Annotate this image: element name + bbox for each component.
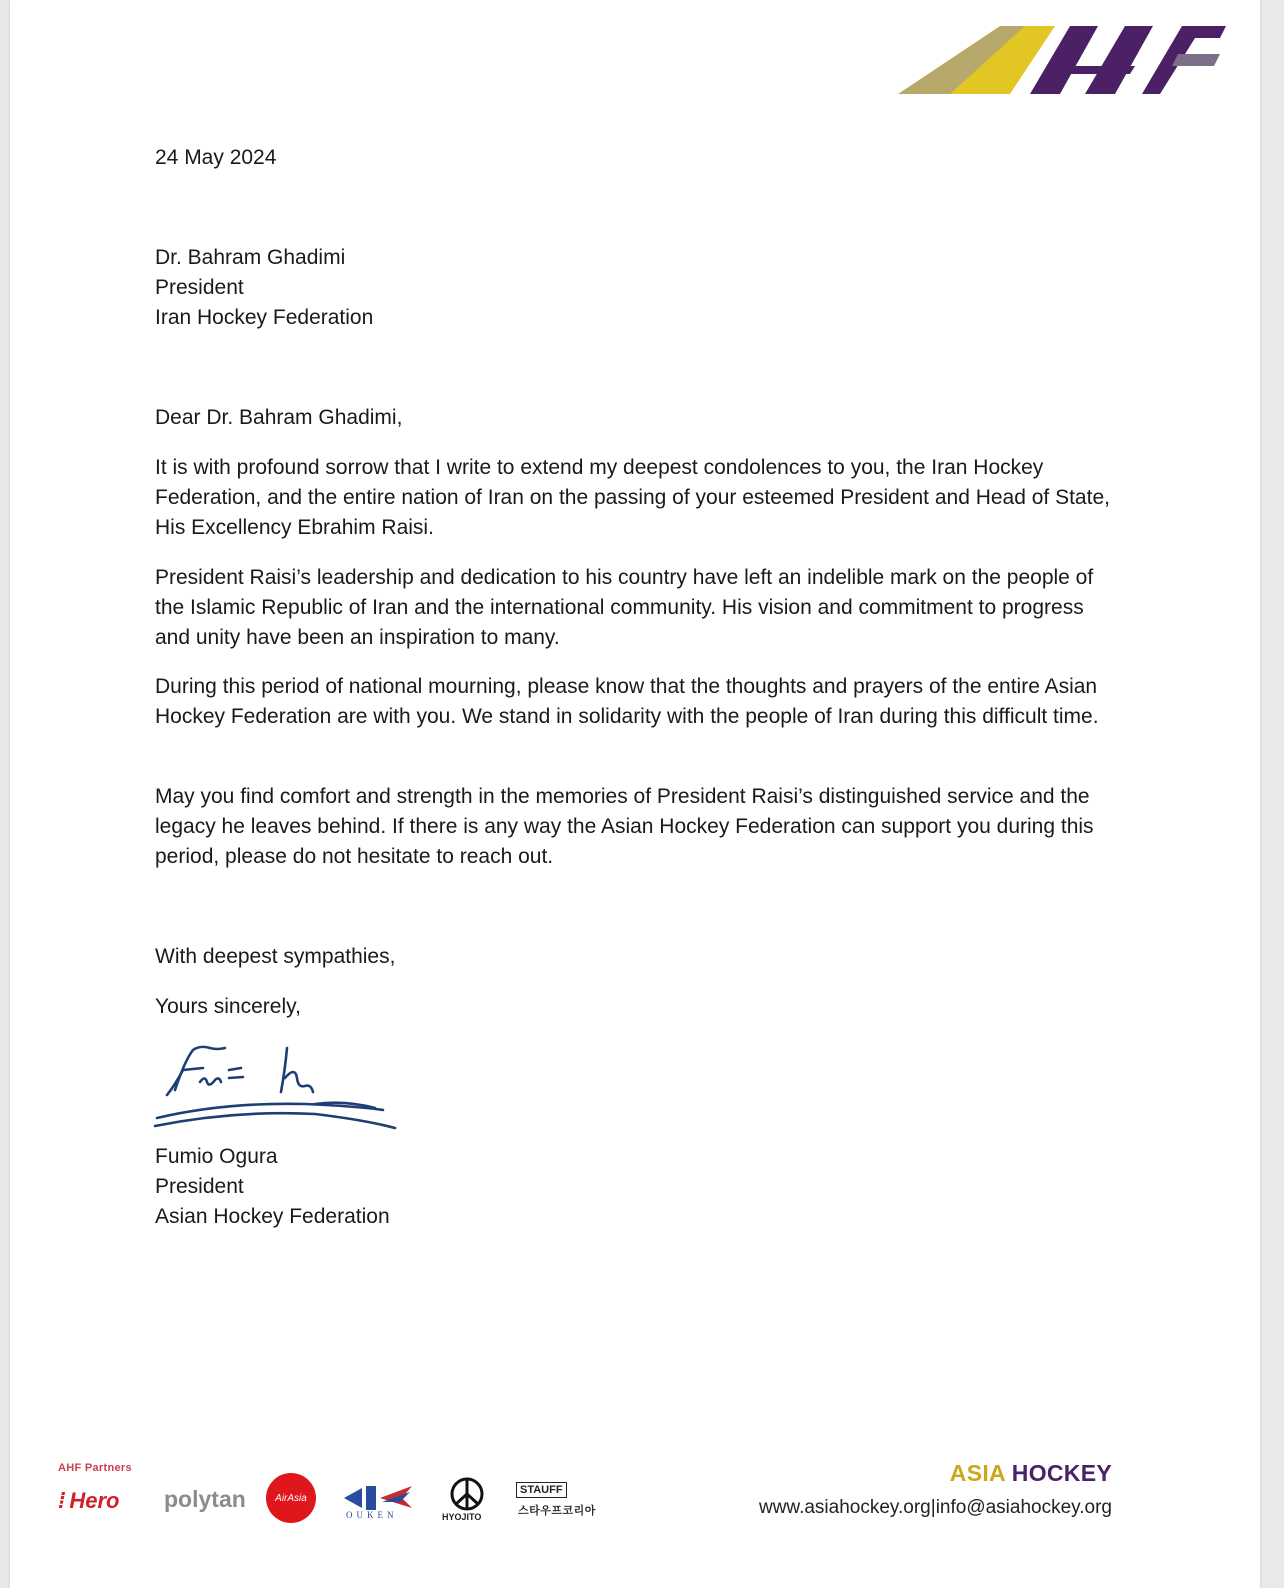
polytan-logo: polytan: [164, 1486, 246, 1512]
closing-sympathies: With deepest sympathies,: [155, 945, 396, 968]
paragraph-3: During this period of national mourning, please know that the thoughts and prayers of the entire Asian Hockey Federation are with you. We stand in solidarity with the people of Iran during this difficult time.: [155, 675, 1099, 728]
recipient-title: President: [155, 276, 244, 299]
recipient-name: Dr. Bahram Ghadimi: [155, 246, 346, 269]
signatory-name: Fumio Ogura: [155, 1145, 278, 1168]
ouken-logo-text: OUKEN: [346, 1510, 398, 1520]
partners-label: AHF Partners: [58, 1462, 132, 1474]
asia-hockey-logo: [759, 1460, 1112, 1487]
recipient-organization: Iran Hockey Federation: [155, 306, 374, 329]
hero-logo-text: Hero: [69, 1488, 120, 1513]
stauff-korea-text: 스타우프코리아: [518, 1505, 596, 1517]
contact-line: [759, 1497, 1112, 1519]
brand-asia: ASIA: [949, 1460, 1006, 1486]
hyojito-logo-text: HYOJITO: [442, 1512, 482, 1522]
footer-brand: [759, 1460, 1112, 1519]
recipient-block: [155, 243, 373, 333]
closing-sincerely: Yours sincerely,: [155, 995, 301, 1018]
hero-mark-icon: ⁞: [58, 1488, 66, 1513]
ahf-logo: [890, 26, 1230, 96]
brand-hockey: HOCKEY: [1011, 1460, 1112, 1486]
signatory-title: President: [155, 1175, 244, 1198]
stauff-logo: STAUFF: [516, 1482, 567, 1498]
letter-date: 24 May 2024: [155, 146, 277, 169]
email-link[interactable]: info@asiahockey.org: [935, 1497, 1112, 1518]
paragraph-4: May you find comfort and strength in the memories of President Raisi’s distinguished service and the legacy he leaves behind. If there is any way the Asian Hockey Federation can support you during this period, please do not hesitate to reach out.: [155, 785, 1094, 868]
paragraph-2: President Raisi’s leadership and dedication to his country have left an indelible mark on the people of the Islamic Republic of Iran and the international community. His vision and commitment to progress and unity have been an inspiration to many.: [155, 566, 1094, 649]
salutation: Dear Dr. Bahram Ghadimi,: [155, 406, 403, 429]
handwritten-signature-icon: [145, 1040, 405, 1135]
letter-page: [10, 0, 1260, 1588]
contact-separator: |: [930, 1497, 936, 1518]
signatory-block: [155, 1142, 390, 1232]
partner-logos: [58, 1470, 618, 1530]
airasia-logo: AirAsia: [266, 1473, 316, 1523]
signatory-organization: Asian Hockey Federation: [155, 1205, 390, 1228]
paragraph-1: It is with profound sorrow that I write to extend my deepest condolences to you, the Iran Hockey Federation, and the entire nation of Iran on the passing of your esteemed President and Head of State, His Excellency Ebrahim Raisi.: [155, 456, 1110, 539]
hero-logo: [58, 1488, 119, 1514]
website-link[interactable]: www.asiahockey.org: [758, 1497, 931, 1518]
